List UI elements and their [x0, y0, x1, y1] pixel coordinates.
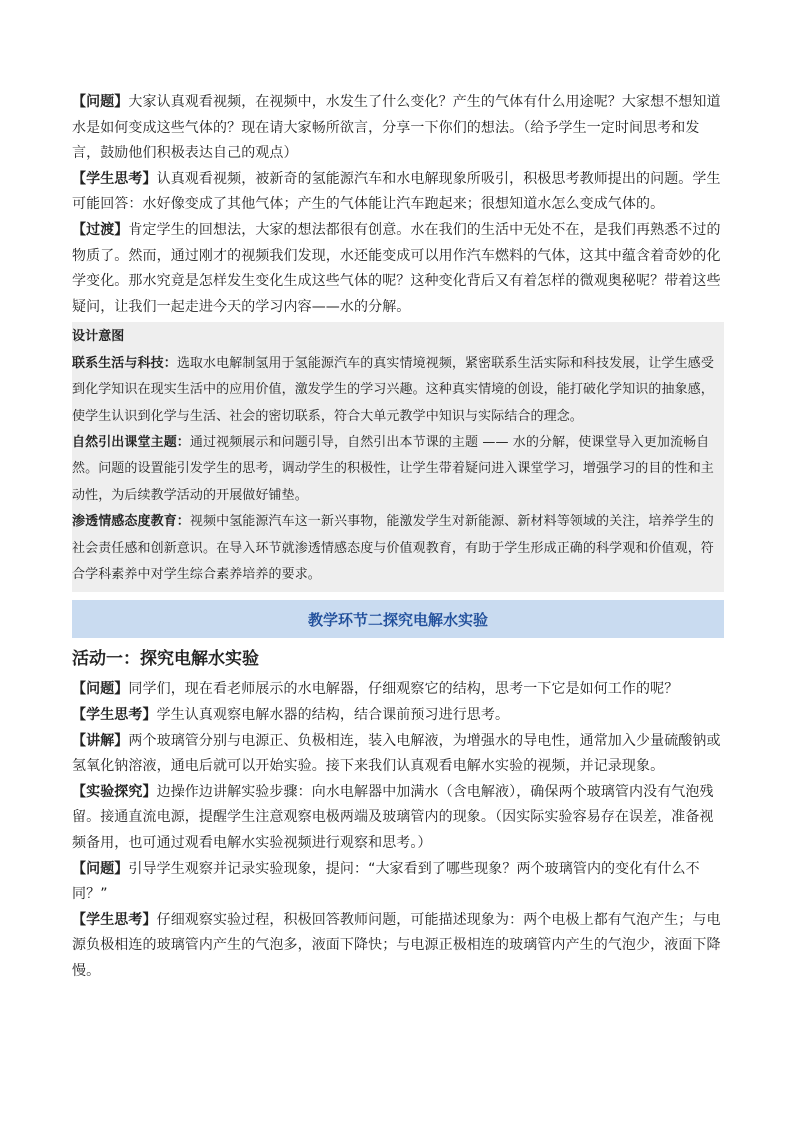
intro-student-thinking	[72, 167, 724, 218]
design-item	[72, 509, 724, 588]
paragraph-text: 边操作边讲解实验步骤：向水电解器中加满水（含电解液），确保两个玻璃管内没有气泡残留。接通直流电源，提醒学生注意观察电极两端及玻璃管内的现象。（因实际实验容易存在误差，准备视频备用，也可通过观看电解水实验视频进行观察和思考。）	[72, 783, 714, 851]
intro-question	[72, 90, 724, 167]
design-intent-box	[72, 322, 724, 592]
design-item-text: 选取水电解制氢用于氢能源汽车的真实情境视频，紧密联系生活实际和科技发展，让学生感受到化学知识在现实生活中的应用价值，激发学生的学习兴趣。这种真实情境的创设，能打破化学知识的抽象感，使学生认识到化学与生活、社会的密切联系，符合大单元教学中知识与实际结合的理念。	[72, 355, 714, 424]
paragraph-text: 大家认真观看视频，在视频中，水发生了什么变化？产生的气体有什么用途呢？大家想不想知道水是如何变成这些气体的？现在请大家畅所欲言，分享一下你们的想法。（给予学生一定时间思考和发言，鼓励他们积极表达自己的观点）	[72, 94, 721, 162]
tag-label: 【学生思考】	[72, 170, 157, 187]
paragraph-text: 同学们，现在看老师展示的水电解器，仔细观察它的结构，思考一下它是如何工作的呢？	[128, 681, 679, 698]
tag-label: 【讲解】	[72, 732, 129, 749]
paragraph-text: 引导学生观察并记录实验现象，提问：“大家看到了哪些现象？两个玻璃管内的变化有什么不同？”	[72, 860, 700, 903]
design-item-head: 联系生活与科技：	[72, 355, 177, 371]
tag-label: 【问题】	[72, 860, 129, 877]
design-intent-title: 设计意图	[72, 329, 125, 345]
tag-label: 【过渡】	[72, 221, 129, 238]
document-page	[72, 90, 724, 985]
section-heading: 教学环节二探究电解水实验	[72, 600, 724, 638]
tag-label: 【实验探究】	[72, 783, 157, 800]
tag-label: 【学生思考】	[72, 707, 157, 723]
activity-paragraph	[72, 908, 724, 985]
paragraph-text: 两个玻璃管分别与电源正、负极相连，装入电解液，为增强水的导电性，通常加入少量硫酸钠或氢氧化钠溶液，通电后就可以开始实验。接下来我们认真观看电解水实验的视频，并记录现象。	[72, 732, 721, 775]
design-item-text: 视频中氢能源汽车这一新兴事物，能激发学生对新能源、新材料等领域的关注，培养学生的社会责任感和创新意识。在导入环节就渗透情感态度与价值观教育，有助于学生形成正确的科学观和价值观，符合学科素养中对学生综合素养培养的要求。	[72, 514, 714, 582]
tag-label: 【问题】	[72, 681, 129, 698]
design-item-head: 渗透情感态度教育：	[72, 514, 190, 530]
paragraph-text: 学生认真观察电解水器的结构，结合课前预习进行思考。	[156, 707, 510, 723]
tag-label: 【问题】	[72, 94, 129, 110]
design-item	[72, 430, 724, 509]
activity-paragraph	[72, 703, 724, 729]
activity-paragraph	[72, 857, 724, 908]
activity-paragraph	[72, 780, 724, 857]
design-item	[72, 351, 724, 430]
design-item-text: 通过视频展示和问题引导，自然引出本节课的主题 —— 水的分解，使课堂导入更加流畅自然。问题的设置能引发学生的思考，调动学生的积极性，让学生带着疑问进入课堂学习，增强学习的目的性和主动性，为后续教学活动的开展做好铺垫。	[72, 434, 714, 503]
activity-title: 活动一：探究电解水实验	[72, 649, 259, 670]
intro-transition	[72, 218, 724, 320]
paragraph-text: 肯定学生的回想法，大家的想法都很有创意。水在我们的生活中无处不在，是我们再熟悉不过的物质了。然而，通过刚才的视频我们发现，水还能变成可以用作汽车燃料的气体，这其中蕴含着奇妙的化学变化。那水究竟是怎样发生变化生成这些气体的呢？这种变化背后又有着怎样的微观奥秘呢？带着这些疑问，让我们一起走进今天的学习内容——水的分解。	[72, 221, 721, 315]
tag-label: 【学生思考】	[72, 911, 157, 928]
activity-paragraph	[72, 729, 724, 780]
paragraph-text: 仔细观察实验过程，积极回答教师问题，可能描述现象为：两个电极上都有气泡产生；与电源负极相连的玻璃管内产生的气泡多，液面下降快；与电源正极相连的玻璃管内产生的气泡少，液面下降慢。	[72, 911, 721, 979]
design-item-head: 自然引出课堂主题：	[72, 434, 190, 450]
paragraph-text: 认真观看视频，被新奇的氢能源汽车和水电解现象所吸引，积极思考教师提出的问题。学生可能回答：水好像变成了其他气体；产生的气体能让汽车跑起来；很想知道水怎么变成气体的。	[72, 170, 721, 213]
activity-paragraph	[72, 677, 724, 703]
